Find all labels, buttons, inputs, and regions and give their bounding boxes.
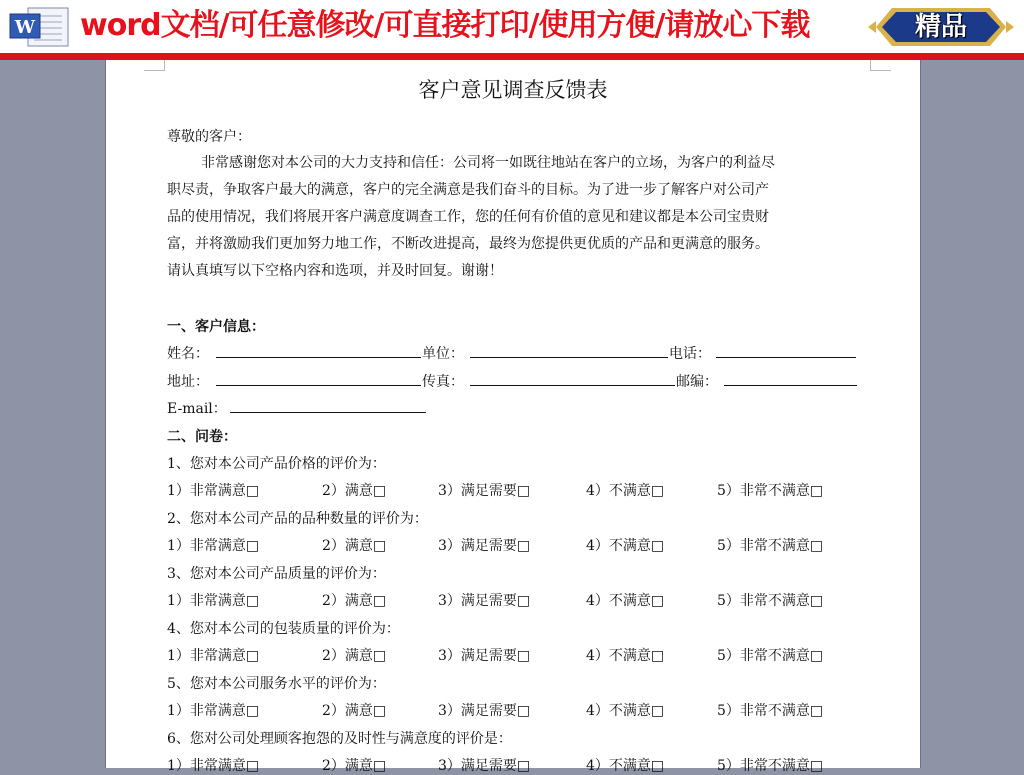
rating-option-checkbox[interactable]: 2）满意□ <box>322 593 387 609</box>
rating-option-checkbox[interactable]: 2）满意□ <box>322 758 387 774</box>
intro-line: 品的使用情况，我们将展开客户满意度调查工作，您的任何有价值的意见和建议都是本公司宝贵财 <box>167 209 769 225</box>
intro-line: 富，并将激励我们更加努力地工作，不断改进提高，最终为您提供更优质的产品和更满意的服务。 <box>167 236 769 252</box>
rating-option-checkbox[interactable]: 1）非常满意□ <box>167 483 260 499</box>
rating-option-checkbox[interactable]: 4）不满意□ <box>586 483 665 499</box>
rating-option-checkbox[interactable]: 3）满足需要□ <box>438 648 531 664</box>
postcode-field[interactable] <box>724 371 857 386</box>
rating-option-checkbox[interactable]: 3）满足需要□ <box>438 593 531 609</box>
name-label: 姓名： <box>167 346 209 362</box>
rating-option-checkbox[interactable]: 5）非常不满意□ <box>717 703 824 719</box>
intro-line: 请认真填写以下空格内容和选项，并及时回复。谢谢！ <box>167 263 503 279</box>
question-text: 5、您对本公司服务水平的评价为： <box>167 676 386 692</box>
question-text: 2、您对本公司产品的品种数量的评价为： <box>167 511 428 527</box>
rating-option-checkbox[interactable]: 4）不满意□ <box>586 538 665 554</box>
svg-text:W: W <box>14 17 36 38</box>
rating-option-checkbox[interactable]: 1）非常满意□ <box>167 593 260 609</box>
page-corner-mark <box>144 60 165 71</box>
unit-field[interactable] <box>470 343 668 358</box>
question-text: 6、您对公司处理顾客抱怨的及时性与满意度的评价是： <box>167 731 512 747</box>
page-corner-mark <box>870 60 891 71</box>
rating-option-checkbox[interactable]: 4）不满意□ <box>586 648 665 664</box>
fax-field[interactable] <box>470 371 675 386</box>
rating-option-checkbox[interactable]: 3）满足需要□ <box>438 538 531 554</box>
rating-option-checkbox[interactable]: 1）非常满意□ <box>167 703 260 719</box>
intro-line: 非常感谢您对本公司的大力支持和信任：公司将一如既往地站在客户的立场，为客户的利益尽 <box>201 155 775 171</box>
rating-option-checkbox[interactable]: 5）非常不满意□ <box>717 593 824 609</box>
email-label: E-mail： <box>167 401 227 417</box>
rating-option-checkbox[interactable]: 4）不满意□ <box>586 758 665 774</box>
banner-slogan: word文档/可任意修改/可直接打印/使用方便/请放心下载 <box>80 8 810 43</box>
rating-option-checkbox[interactable]: 3）满足需要□ <box>438 703 531 719</box>
rating-option-checkbox[interactable]: 2）满意□ <box>322 538 387 554</box>
salutation: 尊敬的客户： <box>167 129 251 145</box>
premium-badge-label: 精品 <box>914 12 967 42</box>
question-text: 3、您对本公司产品质量的评价为： <box>167 566 386 582</box>
rating-option-checkbox[interactable]: 2）满意□ <box>322 648 387 664</box>
rating-option-checkbox[interactable]: 1）非常满意□ <box>167 648 260 664</box>
rating-option-checkbox[interactable]: 4）不满意□ <box>586 593 665 609</box>
question-text: 4、您对本公司的包装质量的评价为： <box>167 621 400 637</box>
rating-option-checkbox[interactable]: 3）满足需要□ <box>438 758 531 774</box>
section-questionnaire: 二、问卷： <box>167 429 237 445</box>
word-document-icon <box>8 6 74 48</box>
rating-option-checkbox[interactable]: 5）非常不满意□ <box>717 648 824 664</box>
question-text: 1、您对本公司产品价格的评价为： <box>167 456 386 472</box>
rating-option-checkbox[interactable]: 2）满意□ <box>322 703 387 719</box>
rating-option-checkbox[interactable]: 1）非常满意□ <box>167 538 260 554</box>
phone-field[interactable] <box>716 343 856 358</box>
rating-option-checkbox[interactable]: 2）满意□ <box>322 483 387 499</box>
name-field[interactable] <box>216 343 421 358</box>
email-field[interactable] <box>230 398 426 413</box>
intro-line: 职尽责，争取客户最大的满意，客户的完全满意是我们奋斗的目标。为了进一步了解客户对公司产 <box>167 182 769 198</box>
rating-option-checkbox[interactable]: 3）满足需要□ <box>438 483 531 499</box>
rating-option-checkbox[interactable]: 5）非常不满意□ <box>717 758 824 774</box>
rating-option-checkbox[interactable]: 4）不满意□ <box>586 703 665 719</box>
address-label: 地址： <box>167 374 209 390</box>
document-title: 客户意见调查反馈表 <box>418 78 608 102</box>
fax-label: 传真： <box>422 374 464 390</box>
rating-option-checkbox[interactable]: 5）非常不满意□ <box>717 483 824 499</box>
rating-option-checkbox[interactable]: 5）非常不满意□ <box>717 538 824 554</box>
phone-label: 电话： <box>669 346 711 362</box>
address-field[interactable] <box>216 371 421 386</box>
download-banner <box>0 0 1024 60</box>
postcode-label: 邮编： <box>676 374 718 390</box>
document-page <box>106 60 920 774</box>
section-customer-info: 一、客户信息： <box>167 319 265 335</box>
banner-divider <box>0 53 1024 60</box>
rating-option-checkbox[interactable]: 1）非常满意□ <box>167 758 260 774</box>
unit-label: 单位： <box>422 346 464 362</box>
